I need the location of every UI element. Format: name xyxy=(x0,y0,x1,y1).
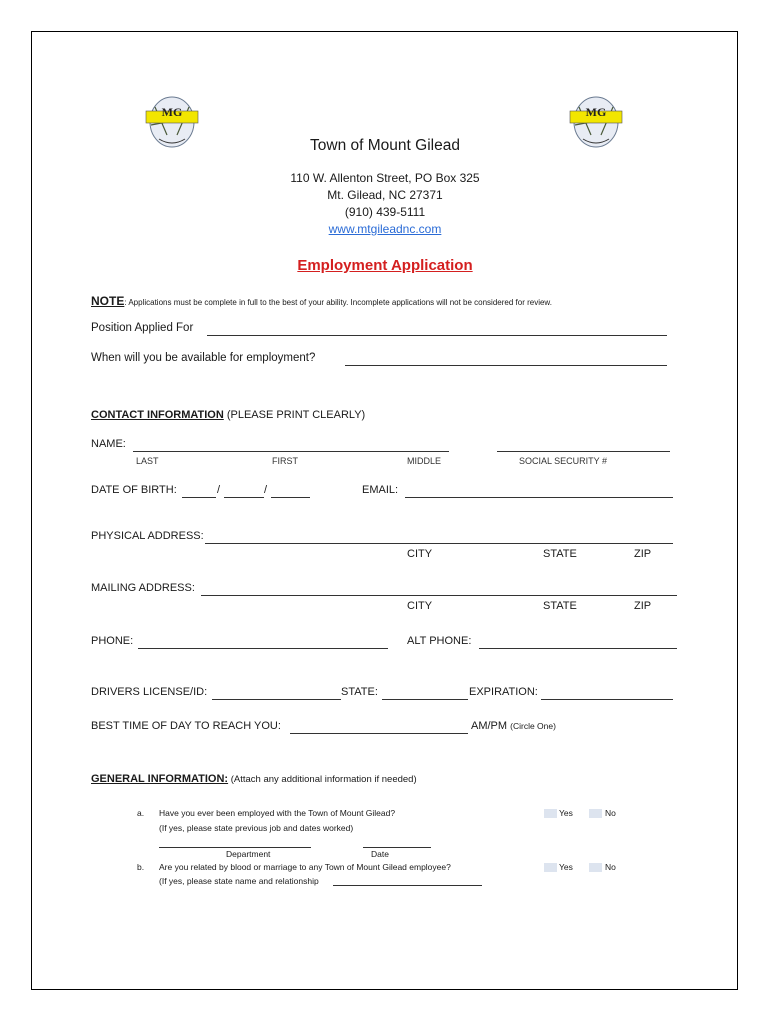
contact-heading-note: (PLEASE PRINT CLEARLY) xyxy=(223,409,366,421)
question-b-yes-checkbox[interactable] xyxy=(544,863,557,872)
expiration-input[interactable] xyxy=(541,699,673,700)
dob-slash-2: / xyxy=(264,484,268,496)
expiration-label: EXPIRATION: xyxy=(469,686,538,698)
license-label: DRIVERS LICENSE/ID: xyxy=(91,686,208,698)
physical-sub-city: CITY xyxy=(407,548,433,560)
position-label: Position Applied For xyxy=(91,322,194,334)
contact-heading-label: CONTACT INFORMATION xyxy=(91,409,224,421)
question-a-yes-label: Yes xyxy=(559,808,573,818)
ampm-text: AM/PM xyxy=(471,720,508,732)
svg-text:MG: MG xyxy=(161,105,183,119)
circle-one-note: (Circle One) xyxy=(510,721,556,731)
question-a-no-label: No xyxy=(605,808,616,818)
best-time-input[interactable] xyxy=(290,733,468,734)
department-input[interactable] xyxy=(159,847,311,848)
question-b-marker: b. xyxy=(137,862,145,872)
question-a-sub: (If yes, please state previous job and dates worked) xyxy=(159,823,354,833)
contact-heading xyxy=(91,409,365,421)
alt-phone-input[interactable] xyxy=(479,648,677,649)
dob-slash-1: / xyxy=(217,484,221,496)
question-b-yes-label: Yes xyxy=(559,862,573,872)
physical-sub-state: STATE xyxy=(543,548,577,560)
mailing-sub-state: STATE xyxy=(543,600,577,612)
availability-input[interactable] xyxy=(345,365,667,366)
alt-phone-label: ALT PHONE: xyxy=(407,635,472,647)
ssn-input[interactable] xyxy=(497,451,670,452)
question-b-sub: (If yes, please state name and relationship xyxy=(159,876,319,886)
physical-address-label: PHYSICAL ADDRESS: xyxy=(91,530,204,542)
license-input[interactable] xyxy=(212,699,341,700)
note-text: : Applications must be complete in full to the best of your ability. Incomplete applications will not be considered for review. xyxy=(124,298,552,307)
mailing-address-input[interactable] xyxy=(201,595,677,596)
note xyxy=(91,292,552,310)
question-a-marker: a. xyxy=(137,808,145,818)
physical-address-input[interactable] xyxy=(205,543,673,544)
dob-year-input[interactable] xyxy=(271,497,310,498)
department-label: Department xyxy=(226,849,271,859)
physical-sub-zip: ZIP xyxy=(634,548,652,560)
mailing-address-label: MAILING ADDRESS: xyxy=(91,582,195,594)
email-input[interactable] xyxy=(405,497,673,498)
mailing-sub-zip: ZIP xyxy=(634,600,652,612)
dob-month-input[interactable] xyxy=(182,497,216,498)
general-heading-note: (Attach any additional information if needed) xyxy=(228,774,417,785)
name-sub-middle: MIDDLE xyxy=(407,456,442,466)
svg-text:MG: MG xyxy=(585,105,607,119)
general-heading xyxy=(91,773,417,785)
license-state-input[interactable] xyxy=(382,699,468,700)
date-label: Date xyxy=(371,849,389,859)
question-a-yes-checkbox[interactable] xyxy=(544,809,557,818)
ampm-label xyxy=(471,720,556,732)
question-a-no-checkbox[interactable] xyxy=(589,809,602,818)
address-line1: 110 W. Allenton Street, PO Box 325 xyxy=(290,171,480,185)
dob-day-input[interactable] xyxy=(224,497,264,498)
name-input[interactable] xyxy=(133,451,449,452)
note-label: NOTE xyxy=(91,294,125,308)
address-line2: Mt. Gilead, NC 27371 xyxy=(327,188,443,202)
question-b-no-label: No xyxy=(605,862,616,872)
general-heading-label: GENERAL INFORMATION: xyxy=(91,773,229,785)
phone-input[interactable] xyxy=(138,648,388,649)
name-sub-last: LAST xyxy=(136,456,159,466)
town-name: Town of Mount Gilead xyxy=(310,137,460,154)
name-sub-first: FIRST xyxy=(272,456,298,466)
name-sub-ssn: SOCIAL SECURITY # xyxy=(519,456,608,466)
email-label: EMAIL: xyxy=(362,484,399,496)
relationship-input[interactable] xyxy=(333,885,482,886)
availability-label: When will you be available for employment? xyxy=(91,352,316,364)
phone-label: PHONE: xyxy=(91,635,134,647)
name-label: NAME: xyxy=(91,438,126,450)
dob-label: DATE OF BIRTH: xyxy=(91,484,177,496)
website-link[interactable]: www.mtgileadnc.com xyxy=(328,222,442,236)
form-title: Employment Application xyxy=(297,257,473,274)
question-b-text: Are you related by blood or marriage to any Town of Mount Gilead employee? xyxy=(159,862,451,872)
date-input[interactable] xyxy=(363,847,431,848)
best-time-label: BEST TIME OF DAY TO REACH YOU: xyxy=(91,720,281,732)
position-input[interactable] xyxy=(207,335,667,336)
question-a-text: Have you ever been employed with the Town of Mount Gilead? xyxy=(159,808,396,818)
mailing-sub-city: CITY xyxy=(407,600,433,612)
license-state-label: STATE: xyxy=(341,686,378,698)
question-b-no-checkbox[interactable] xyxy=(589,863,602,872)
phone-number: (910) 439-5111 xyxy=(344,205,426,219)
